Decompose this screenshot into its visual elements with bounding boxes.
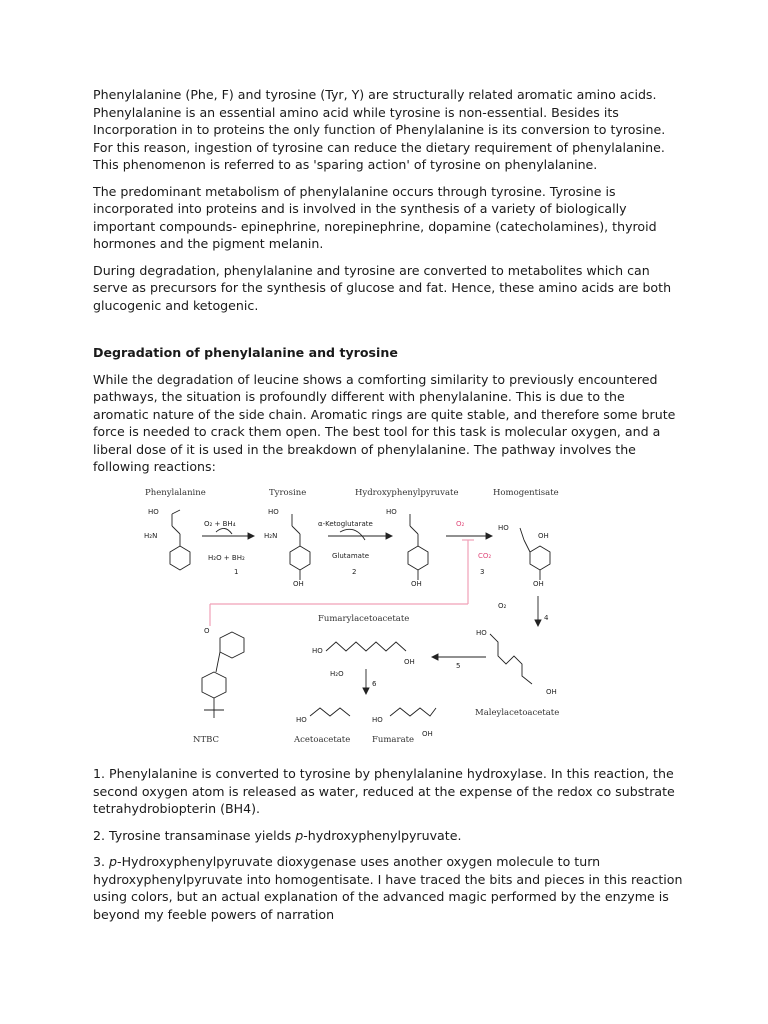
group-ho-faa: HO [312,647,323,655]
step-5: 5 [456,662,461,670]
label-phenylalanine: Phenylalanine [145,488,206,498]
group-oh-hpp: OH [411,580,422,588]
group-oh-hga: OH [538,532,549,540]
reagent-step4-in: O₂ [498,602,507,610]
reagent-step3-out: CO₂ [478,552,492,560]
group-oh-maa: OH [546,688,557,696]
group-ho-hga: HO [498,524,509,532]
intro-paragraph-2: The predominant metabolism of phenylalanine occurs through tyrosine. Tyrosine is incorporated into proteins and is involved in the synthesis of a variety of biologically important compounds- epinephrine, norepinephrine, dopamine (catecholamines), thyroid hormones and the pigment melanin. [93,183,657,251]
step-6: 6 [372,680,377,688]
group-h2n-phe: H₂N [144,532,158,540]
label-acetoacetate: Acetoacetate [294,735,351,745]
label-fumarate: Fumarate [372,735,415,745]
step-4: 4 [544,614,549,622]
list-item-2-italic: p [295,827,304,843]
label-maleylacetoacetate: Maleylacetoacetate [475,708,560,718]
group-ho-hpp: HO [386,508,397,516]
group-ho-maa: HO [476,629,487,637]
section-paragraph: While the degradation of leucine shows a comforting similarity to previously encountered pathways, the situation is profoundly different with phenylalanine. This is due to the aromatic nature of the side chain. Aromatic rings are quite stable, and therefore some brute force is needed to crack them open. The best tool for this task is molecular oxygen, and a liberal dose of it is used in the breakdown of phenylalanine. The pathway involves the following reactions: [93,371,676,474]
reagent-step1-out: H₂O + BH₂ [208,554,245,562]
list-item-3-text-end: -Hydroxyphenylpyruvate dioxygenase uses another oxygen molecule to turn hydroxyphenylpyruvate into homogentisate. I have traced the bits and pieces in this reaction using colors, but an actual explanation of the advanced magic performed by the enzyme is beyond my feeble powers of narration [93,854,683,922]
label-tyrosine: Tyrosine [269,488,307,498]
list-item-2-text-end: -hydroxyphenylpyruvate. [303,827,462,843]
group-oh-tyr: OH [293,580,304,588]
section-heading: Degradation of phenylalanine and tyrosine [93,345,398,360]
label-homogentisate: Homogentisate [493,488,559,498]
reagent-step2-out: Glutamate [332,552,369,560]
ntbc-ring-b [202,672,226,698]
intro-paragraph-3: During degradation, phenylalanine and tyrosine are converted to metabolites which can serve as precursors for the synthesis of glucose and fat. Hence, these amino acids are both glucogenic and ketogenic. [93,262,672,313]
tyrosine-ring [290,546,310,570]
group-ho-aca: HO [296,716,307,724]
list-item-3-text: 3. [93,854,110,869]
label-hpp: Hydroxyphenylpyruvate [355,488,459,498]
reagent-step1-in: O₂ + BH₄ [204,520,236,528]
reaction-list [93,765,683,932]
group-oh-hga-2: OH [533,580,544,588]
group-ho-fum: HO [372,716,383,724]
group-o-ntbc: O [204,627,210,635]
group-ho-phe: HO [148,508,159,516]
phenylalanine-ring [170,546,190,570]
list-item-1: 1. Phenylalanine is converted to tyrosine by phenylalanine hydroxylase. In this reaction, the second oxygen atom is released as water, reduced at the expense of the redox co substrate tetrahydrobiopterin (BH4). [93,766,675,816]
step-2: 2 [352,568,357,576]
intro-paragraph-1: Phenylalanine (Phe, F) and tyrosine (Tyr, Y) are structurally related aromatic amino acids. Phenylalanine is an essential amino acid while tyrosine is non-essential. Besides its Incorporation in to proteins the only function of Phenylalanine is its conversion to tyrosine. For this reason, ingestion of tyrosine can reduce the dietary requirement of phenylalanine. This phenomenon is referred to as 'sparing action' of tyrosine on phenylalanine. [93,87,666,172]
list-item-3 [93,853,683,923]
homogentisate-ring [530,546,550,570]
list-item-3-italic: p [109,854,118,869]
group-oh-fum: OH [422,730,433,738]
pathway-figure [140,484,560,749]
list-item-2-text: 2. Tyrosine transaminase yields [93,827,296,843]
label-ntbc: NTBC [193,735,220,745]
step-1: 1 [234,568,239,576]
reagent-step2-in: α-Ketoglutarate [318,520,373,528]
group-h2n-tyr: H₂N [264,532,278,540]
ntbc-ring-a [220,632,244,658]
hpp-ring [408,546,428,570]
group-ho-tyr: HO [268,508,279,516]
list-item-2 [93,827,683,845]
label-fumarylacetoacetate: Fumarylacetoacetate [318,614,410,624]
step-3: 3 [480,568,485,576]
document-body [93,86,683,476]
reagent-step6-in: H₂O [330,670,344,678]
reagent-step3-in: O₂ [456,520,465,528]
group-oh-faa: OH [404,658,415,666]
